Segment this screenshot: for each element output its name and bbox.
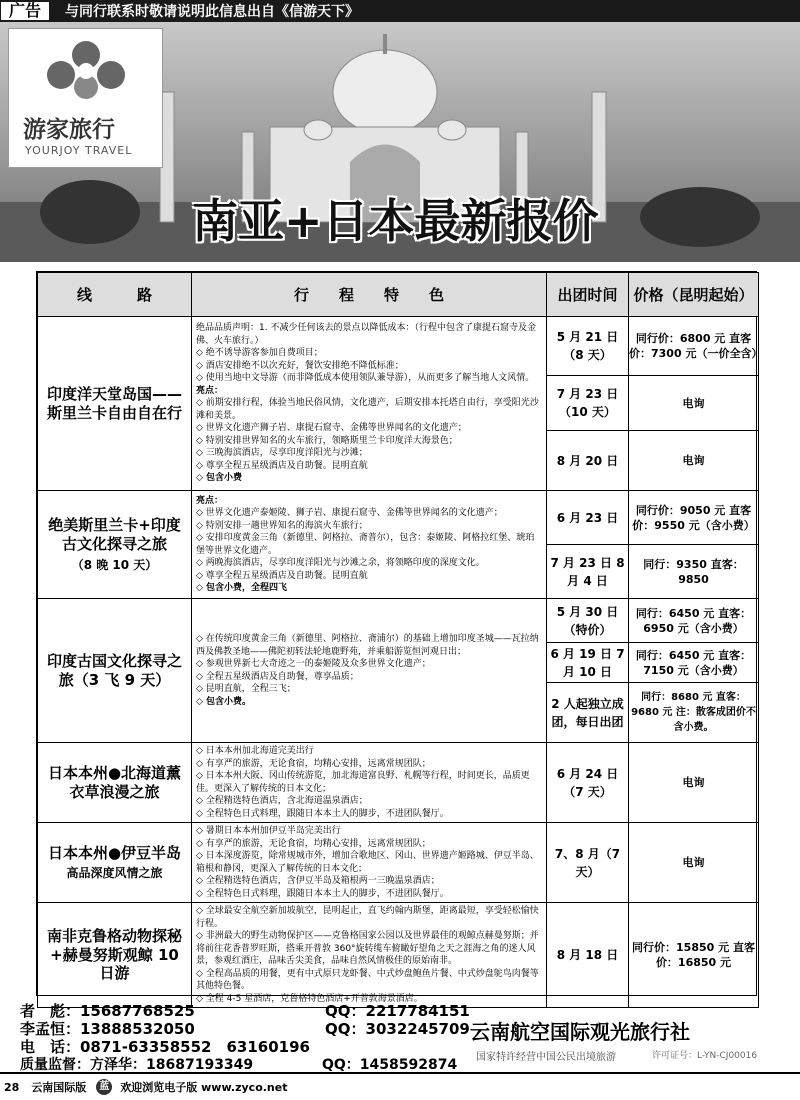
feature-line: ◇ 三晚海滨酒店，尽享印度洋阳光与沙滩；	[196, 448, 368, 459]
page-footer	[0, 1072, 800, 1100]
contact-qq: QQ：2217784151	[325, 1002, 470, 1020]
date-cell: 8 月 18 日	[547, 903, 629, 1008]
feature-line: ◇ 包含小费	[196, 473, 243, 484]
feature-line: ◇ 全球最安全航空新加坡航空，昆明起止，直飞约翰内斯堡，距离最短，享受轻松愉快行程。	[196, 906, 539, 929]
date-cell: 5 月 21 日（8 天）	[547, 317, 629, 376]
date-cell: 6 月 24 日（7 天）	[547, 743, 629, 823]
header-price: 价格（昆明起始）	[629, 273, 759, 317]
feature-line: ◇ 暑期日本本州加伊豆半岛完美出行	[196, 826, 341, 836]
feature-line: ◇ 特别安排一趟世界知名的海滨火车旅行；	[196, 520, 368, 531]
date-cell: 6 月 19 日 7 月 10 日	[547, 643, 629, 683]
price-table	[36, 271, 763, 1004]
feature-line: ◇ 前期安排行程，体验当地民俗风情，文化遗产，后期安排本托塔自由行，享受阳光沙滩和美景。	[196, 398, 539, 421]
contact-name: 李孟恒：13888532050	[20, 1020, 195, 1038]
top-banner	[0, 0, 800, 22]
header-features: 行 程 特 色	[192, 273, 547, 317]
company-subtitle: 国家特许经营中国公民出境旅游	[476, 1052, 616, 1063]
date-cell: 7 月 23 日 8 月 4 日	[547, 545, 629, 599]
contact-name: 者 彪：15687768525	[20, 1002, 195, 1020]
feature-line: ◇ 全程精选特色酒店，含伊豆半岛及箱根两一三晚温泉酒店；	[196, 876, 440, 886]
price-cell: 同行：8680 元 直客：9680 元 注：散客成团价不含小费。	[629, 683, 759, 743]
price-cell: 同行价：9050 元 直客价：9550 元（含小费）	[629, 491, 759, 545]
quality-supervisor: 质量监督：方泽华：18687193349	[20, 1057, 254, 1073]
feature-line: ◇ 尊享全程五星级酒店及自助餐。昆明直航	[196, 460, 368, 471]
feature-line: ◇ 日本本州加北海道完美出行	[196, 746, 314, 756]
feature-line: 亮点：	[196, 385, 224, 396]
route-name: 南非克鲁格动物探秘+赫曼努斯观鲸 10 日游	[46, 926, 182, 983]
feature-line: ◇ 在传统印度黄金三角（新德里、阿格拉、斋浦尔）的基础上增加印度圣城——瓦拉纳西及佛教圣地——佛陀初转法轮地鹿野苑，并乘船游览恒河观日出；	[196, 634, 539, 657]
features-cell	[192, 599, 547, 743]
feature-line: ◇ 全程特色日式料理，跟随日本本土人的脚步，不进团队餐厅。	[196, 808, 449, 819]
price-cell: 电询	[629, 376, 759, 431]
route-name: 印度古国文化探寻之旅（3 飞 9 天）	[46, 651, 182, 689]
header-date: 出团时间	[547, 273, 629, 317]
route-cell	[38, 599, 192, 743]
features-cell	[192, 491, 547, 599]
features-cell	[192, 903, 547, 1008]
feature-line: ◇ 有享严的旅游，无论食宿，均精心安排，远离常规团队；	[196, 758, 431, 769]
feature-line: ◇ 非洲最大的野生动物保护区——克鲁格国家公园以及世界最佳的观鲸点赫曼努斯；并将前往花香普罗旺斯，搭乘开普敦 360°旋转缆车俯瞰好望角之天之涯海之角的迷人风景，参观红酒庄，品味舌尖美食，品味自然风情极佳的原始南非。	[196, 931, 539, 966]
features-cell	[192, 317, 547, 491]
feature-line: ◇ 日本本州大阪、冈山传统游览，加北海道富良野、札幌等行程，时间更长，品质更佳。更深入了解传统的日本文化；	[196, 771, 530, 794]
logo-name-cn: 游家旅行	[23, 117, 115, 143]
route-name: 印度洋天堂岛国——斯里兰卡自由自在行	[46, 384, 182, 422]
page-number: 28	[4, 1080, 20, 1094]
edition-badge: 蓝	[96, 1079, 112, 1095]
website-link[interactable]: 欢迎浏览电子版 www.zyco.net	[120, 1081, 288, 1094]
table-row	[38, 903, 759, 1008]
features-cell	[192, 743, 547, 823]
feature-line: ◇ 昆明直航，全程三飞；	[196, 684, 296, 694]
route-cell	[38, 317, 192, 491]
feature-line: ◇ 两晚海滨酒店，尽享印度洋阳光与沙滩之余，将领略印度的深度文化。	[196, 558, 485, 568]
feature-line: ◇ 酒店安排绝不以次充好，餐饮安排绝不降低标准；	[196, 360, 404, 371]
logo-flower-icon	[41, 37, 131, 107]
feature-line: ◇ 世界文化遗产泰姬陵、狮子岩、康提石窟寺、金佛等世界闻名的文化遗产；	[196, 508, 503, 518]
price-cell: 电询	[629, 431, 759, 491]
feature-line: 亮点：	[196, 495, 224, 506]
route-name: 日本本州●北海道薰衣草浪漫之旅	[47, 763, 182, 801]
route-sub: 高品深度风情之旅	[66, 866, 163, 881]
logo-name-en: YOURJOY TRAVEL	[25, 144, 133, 157]
feature-line: ◇ 全程精选特色酒店，含北海道温泉酒店；	[196, 796, 368, 806]
page-title: 南亚+日本最新报价	[192, 194, 599, 248]
date-cell: 7、8 月（7 天）	[547, 823, 629, 903]
company-name: 云南航空国际观光旅行社	[470, 1020, 690, 1044]
feature-line: ◇ 绝不诱导游客参加自费项目；	[196, 348, 323, 359]
table-row	[38, 491, 759, 545]
date-cell: 6 月 23 日	[547, 491, 629, 545]
top-notice: 与同行联系时敬请说明此信息出自《信游天下》	[65, 4, 360, 20]
table-row	[38, 823, 759, 903]
table-row	[38, 317, 759, 376]
features-cell	[192, 823, 547, 903]
feature-line: ◇ 有享严的旅游，无论食宿，均精心安排，远离常规团队；	[196, 838, 431, 849]
header-route: 线 路	[38, 273, 192, 317]
feature-line: 绝品品质声明：1. 不减少任何该去的景点以降低成本：（行程中包含了康提石窟寺及金佛、火车旅行。）	[196, 323, 536, 346]
route-cell	[38, 823, 192, 903]
feature-line: ◇ 安排印度黄金三角（新德里、阿格拉、斋普尔），包含：泰姬陵、阿格拉红堡、琥珀堡等世界文化遗产。	[196, 533, 535, 556]
hero-banner	[0, 22, 800, 262]
price-cell: 同行价：6800 元 直客价：7300 元（一价全含）	[629, 317, 759, 376]
date-cell: 7 月 23 日（10 天）	[547, 376, 629, 431]
date-cell: 8 月 20 日	[547, 431, 629, 491]
table-header	[38, 273, 759, 317]
date-cell: 5 月 30 日（特价）	[547, 599, 629, 643]
route-cell	[38, 903, 192, 1008]
feature-line: ◇ 全程高品质的用餐，更有中式原只龙虾餐、中式炒盘鲍鱼片餐、中式炒盘鸵鸟肉餐等其他特色餐。	[196, 968, 539, 991]
price-cell: 同行：6450 元 直客：7150 元（含小费）	[629, 643, 759, 683]
feature-line: ◇ 日本深度游览，除常规城市外，增加合歌地区、冈山、世界遗产姬路城、伊豆半岛、箱根和静冈，更深入了解传统的日本文化；	[196, 851, 539, 874]
feature-line: ◇ 包含小费，全程四飞	[196, 583, 288, 593]
price-cell: 电询	[629, 743, 759, 823]
price-cell: 电询	[629, 823, 759, 903]
route-name: 绝美斯里兰卡+印度古文化探寻之旅	[48, 516, 181, 553]
feature-line: ◇ 世界文化遗产狮子岩、康提石窟寺、金佛等世界闻名的文化遗产；	[196, 423, 467, 434]
ad-label: 广告	[1, 2, 49, 20]
date-cell: 2 人起独立成团，每日出团	[547, 683, 629, 743]
contact-qq: QQ：3032245709	[325, 1020, 470, 1038]
feature-line: ◇ 全程五星级酒店及自助餐，尊享品质；	[196, 671, 359, 682]
route-cell	[38, 743, 192, 823]
contact-qq: QQ：1458592874	[322, 1057, 458, 1073]
feature-line: ◇ 尊享全程五星级酒店及自助餐。昆明直航	[196, 570, 368, 581]
feature-line: ◇ 包含小费。	[196, 696, 252, 707]
price-cell: 同行：6450 元 直客：6950 元（含小费）	[629, 599, 759, 643]
contact-phone: 电 话：0871-63358552 63160196	[20, 1038, 310, 1056]
price-cell: 同行价：15850 元 直客价：16850 元	[629, 903, 759, 1008]
company-logo	[8, 28, 163, 168]
feature-line: ◇ 全程特色日式料理，跟随日本本土人的脚步，不进团队餐厅。	[196, 888, 449, 899]
edition-label: 云南国际版	[31, 1081, 87, 1094]
table-row	[38, 743, 759, 823]
price-cell: 同行：9350 直客：9850	[629, 545, 759, 599]
feature-line: ◇ 使用当地中文导游（而非降低成本使用领队兼导游），从而更多了解当地人文风情。	[196, 373, 535, 384]
route-cell	[38, 491, 192, 599]
license-number: 许可证号：L-YN-CJ00016	[652, 1051, 758, 1061]
feature-line: ◇ 全程 4-5 星酒店，克鲁格特色酒店+开普敦海景酒店。	[196, 993, 423, 1004]
route-sub: （8 晚 10 天）	[71, 557, 158, 572]
feature-line: ◇ 特别安排世界知名的火车旅行，领略斯里兰卡印度洋大海景色；	[196, 435, 458, 446]
route-name: 日本本州●伊豆半岛	[47, 843, 182, 862]
feature-line: ◇ 参观世界新七大奇迹之一的泰姬陵及众多世界文化遗产；	[196, 659, 431, 669]
table-row	[38, 599, 759, 643]
